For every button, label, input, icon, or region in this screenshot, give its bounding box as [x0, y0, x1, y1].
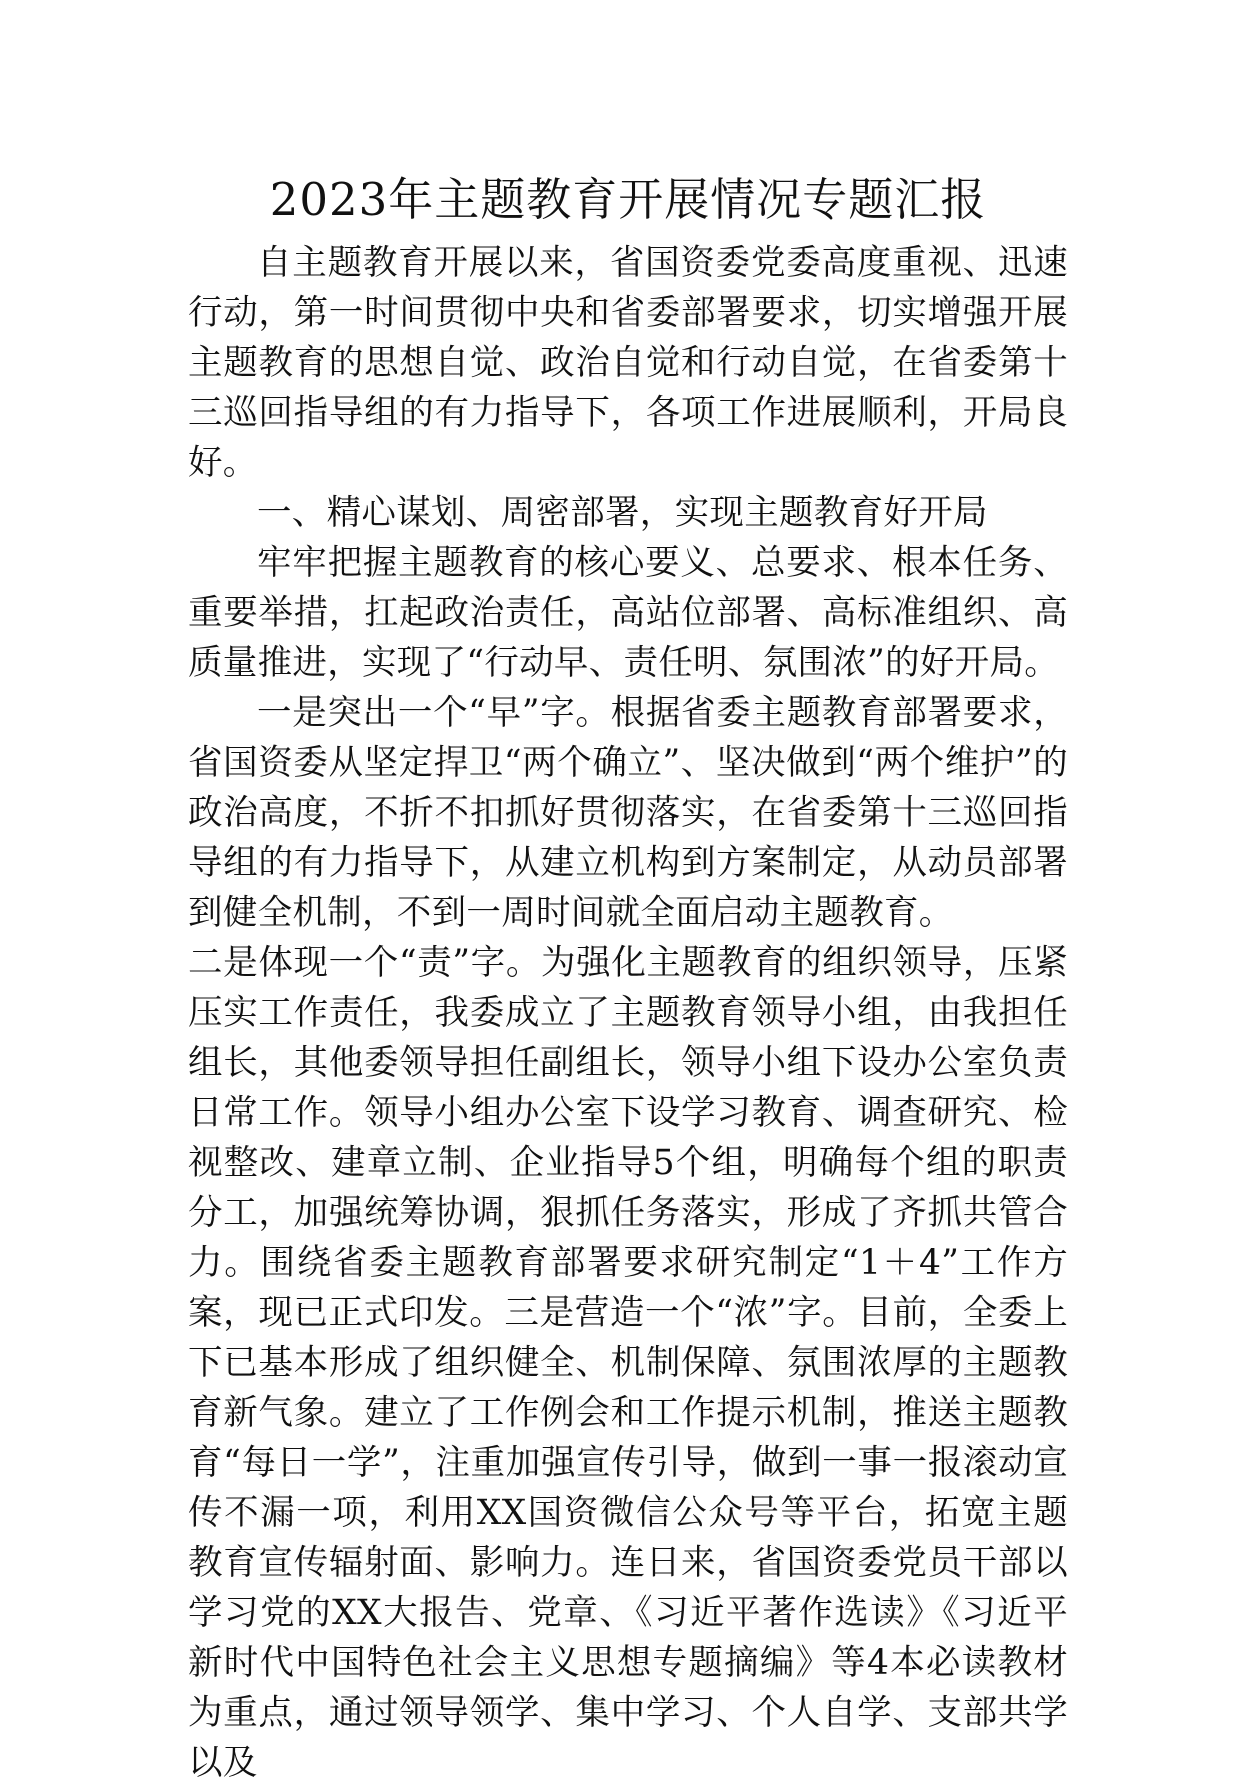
- section-heading-1: 一、精心谋划、周密部署，实现主题教育好开局: [257, 493, 988, 533]
- section-1-paragraph: 牢牢把握主题教育的核心要义、总要求、根本任务、重要举措，扛起政治责任，高站位部署、高标准组织、高质量推进，实现了“行动早、责任明、氛围浓”的好开局。: [188, 543, 1068, 683]
- point-one-paragraph: 一是突出一个“早”字。根据省委主题教育部署要求，省国资委从坚定捍卫“两个确立”、坚决做到“两个维护”的政治高度，不折不扣抓好贯彻落实，在省委第十三巡回指导组的有力指导下，从建立机构到方案制定，从动员部署到健全机制，不到一周时间就全面启动主题教育。: [188, 693, 1068, 933]
- document-title: 2023年主题教育开展情况专题汇报: [269, 173, 987, 226]
- document-page: [188, 168, 1068, 1788]
- intro-paragraph: 自主题教育开展以来，省国资委党委高度重视、迅速行动，第一时间贯彻中央和省委部署要求，切实增强开展主题教育的思想自觉、政治自觉和行动自觉，在省委第十三巡回指导组的有力指导下，各项工作进展顺利，开局良好。: [188, 243, 1068, 483]
- point-two-three-paragraph: 二是体现一个“责”字。为强化主题教育的组织领导，压紧压实工作责任，我委成立了主题教育领导小组，由我担任组长，其他委领导担任副组长，领导小组下设办公室负责日常工作。领导小组办公室下设学习教育、调查研究、检视整改、建章立制、企业指导5个组，明确每个组的职责分工，加强统筹协调，狠抓任务落实，形成了齐抓共管合力。围绕省委主题教育部署要求研究制定“1＋4”工作方案，现已正式印发。三是营造一个“浓”字。目前，全委上下已基本形成了组织健全、机制保障、氛围浓厚的主题教育新气象。建立了工作例会和工作提示机制，推送主题教育“每日一学”，注重加强宣传引导，做到一事一报滚动宣传不漏一项，利用XX国资微信公众号等平台，拓宽主题教育宣传辐射面、影响力。连日来，省国资委党员干部以学习党的XX大报告、党章、《习近平著作选读》《习近平新时代中国特色社会主义思想专题摘编》等4本必读教材为重点，通过领导领学、集中学习、个人自学、支部共学以及: [188, 943, 1068, 1783]
